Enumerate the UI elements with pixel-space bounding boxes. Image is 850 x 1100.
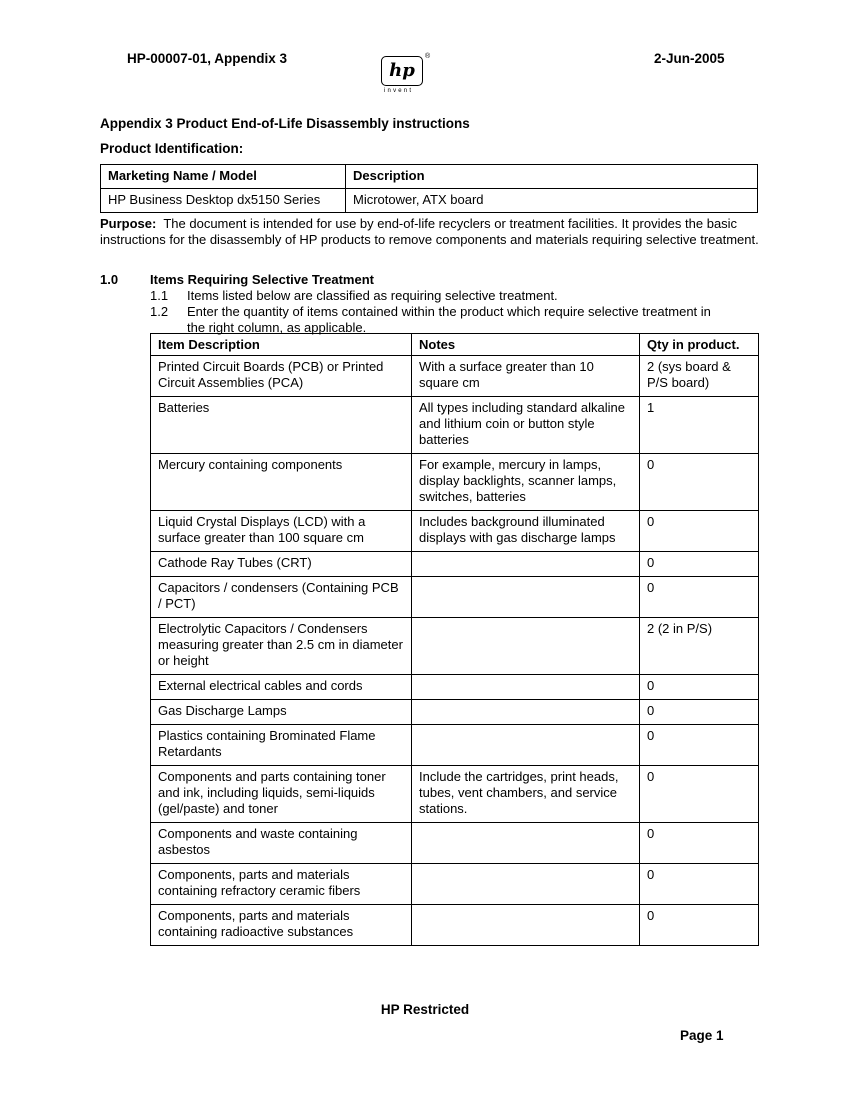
quantity-cell: 0 [640,675,759,700]
item-description-cell: Liquid Crystal Displays (LCD) with a surface greater than 100 square cm [151,511,412,552]
item-description-cell: Gas Discharge Lamps [151,700,412,725]
table-row [151,356,759,397]
table-row [101,189,758,213]
column-header-marketing-name: Marketing Name / Model [101,165,346,189]
purpose-label: Purpose: [100,216,157,231]
table-row [151,725,759,766]
hp-logo-box [381,56,423,86]
table-row [151,905,759,946]
notes-cell: Include the cartridges, print heads, tubes, vent chambers, and service stations. [412,766,640,823]
quantity-cell: 2 (2 in P/S) [640,618,759,675]
product-identification-heading: Product Identification: [100,141,244,156]
notes-cell [412,577,640,618]
notes-cell [412,864,640,905]
item-description-cell: Electrolytic Capacitors / Condensers measuring greater than 2.5 cm in diameter or height [151,618,412,675]
item-description-cell: Printed Circuit Boards (PCB) or Printed Circuit Assemblies (PCA) [151,356,412,397]
purpose-paragraph [100,216,760,248]
registered-mark: ® [425,53,431,60]
subsection-text-line-1: Enter the quantity of items contained within the product which require selective treatment in [187,304,711,319]
notes-cell [412,675,640,700]
quantity-cell: 0 [640,700,759,725]
item-description-cell: Components and waste containing asbestos [151,823,412,864]
product-description-cell: Microtower, ATX board [346,189,758,213]
quantity-cell: 0 [640,577,759,618]
hp-logo [381,53,431,98]
notes-cell: All types including standard alkaline and lithium coin or button style batteries [412,397,640,454]
quantity-cell: 0 [640,864,759,905]
table-row [151,823,759,864]
notes-cell [412,618,640,675]
quantity-cell: 0 [640,725,759,766]
section-title: Items Requiring Selective Treatment [150,272,374,287]
purpose-text: The document is intended for use by end-of-life recyclers or treatment facilities. It provides the basic instructions for the disassembly of HP products to remove components and materials requiring selective treatment. [100,216,759,247]
item-description-cell: Mercury containing components [151,454,412,511]
item-description-cell: Components, parts and materials containing radioactive substances [151,905,412,946]
selective-treatment-items-table [150,333,759,946]
table-row [151,618,759,675]
quantity-cell: 0 [640,905,759,946]
item-description-cell: External electrical cables and cords [151,675,412,700]
notes-cell [412,552,640,577]
notes-cell [412,905,640,946]
quantity-cell: 2 (sys board & P/S board) [640,356,759,397]
table-header-row [151,334,759,356]
table-row [151,454,759,511]
page-number: Page 1 [680,1028,724,1043]
table-row [151,766,759,823]
notes-cell [412,725,640,766]
item-description-cell: Components and parts containing toner and ink, including liquids, semi-liquids (gel/paste) and toner [151,766,412,823]
subsection-1-2 [150,304,760,336]
page-title: Appendix 3 Product End-of-Life Disassembly instructions [100,116,470,131]
notes-cell: With a surface greater than 10 square cm [412,356,640,397]
notes-cell [412,823,640,864]
quantity-cell: 0 [640,454,759,511]
quantity-cell: 1 [640,397,759,454]
notes-cell: For example, mercury in lamps, display backlights, scanner lamps, switches, batteries [412,454,640,511]
document-id: HP-00007-01, Appendix 3 [127,51,288,66]
item-description-cell: Components, parts and materials containing refractory ceramic fibers [151,864,412,905]
quantity-cell: 0 [640,823,759,864]
item-description-cell: Capacitors / condensers (Containing PCB / PCT) [151,577,412,618]
document-date: 2-Jun-2005 [654,51,725,66]
subsection-text-line-2: the right column, as applicable. [187,320,367,335]
restriction-label: HP Restricted [380,1002,470,1017]
notes-cell [412,700,640,725]
table-row [151,511,759,552]
hp-logo-mark: hp [389,60,415,81]
table-row [151,577,759,618]
notes-cell: Includes background illuminated displays with gas discharge lamps [412,511,640,552]
subsection-1-1 [150,288,750,304]
item-description-cell: Cathode Ray Tubes (CRT) [151,552,412,577]
subsection-number: 1.2 [150,304,169,319]
hp-logo-tagline: invent [384,88,414,94]
section-number: 1.0 [100,272,119,287]
table-row [151,675,759,700]
table-row [151,397,759,454]
column-header-qty: Qty in product. [640,334,759,356]
item-description-cell: Batteries [151,397,412,454]
column-header-notes: Notes [412,334,640,356]
item-description-cell: Plastics containing Brominated Flame Retardants [151,725,412,766]
table-row [151,700,759,725]
quantity-cell: 0 [640,766,759,823]
subsection-number: 1.1 [150,288,169,303]
product-identification-table [100,164,758,213]
product-model-cell: HP Business Desktop dx5150 Series [101,189,346,213]
column-header-item-description: Item Description [151,334,412,356]
table-row [151,864,759,905]
table-header-row [101,165,758,189]
quantity-cell: 0 [640,552,759,577]
column-header-description: Description [346,165,758,189]
quantity-cell: 0 [640,511,759,552]
table-row [151,552,759,577]
subsection-text: Items listed below are classified as requiring selective treatment. [187,288,558,303]
